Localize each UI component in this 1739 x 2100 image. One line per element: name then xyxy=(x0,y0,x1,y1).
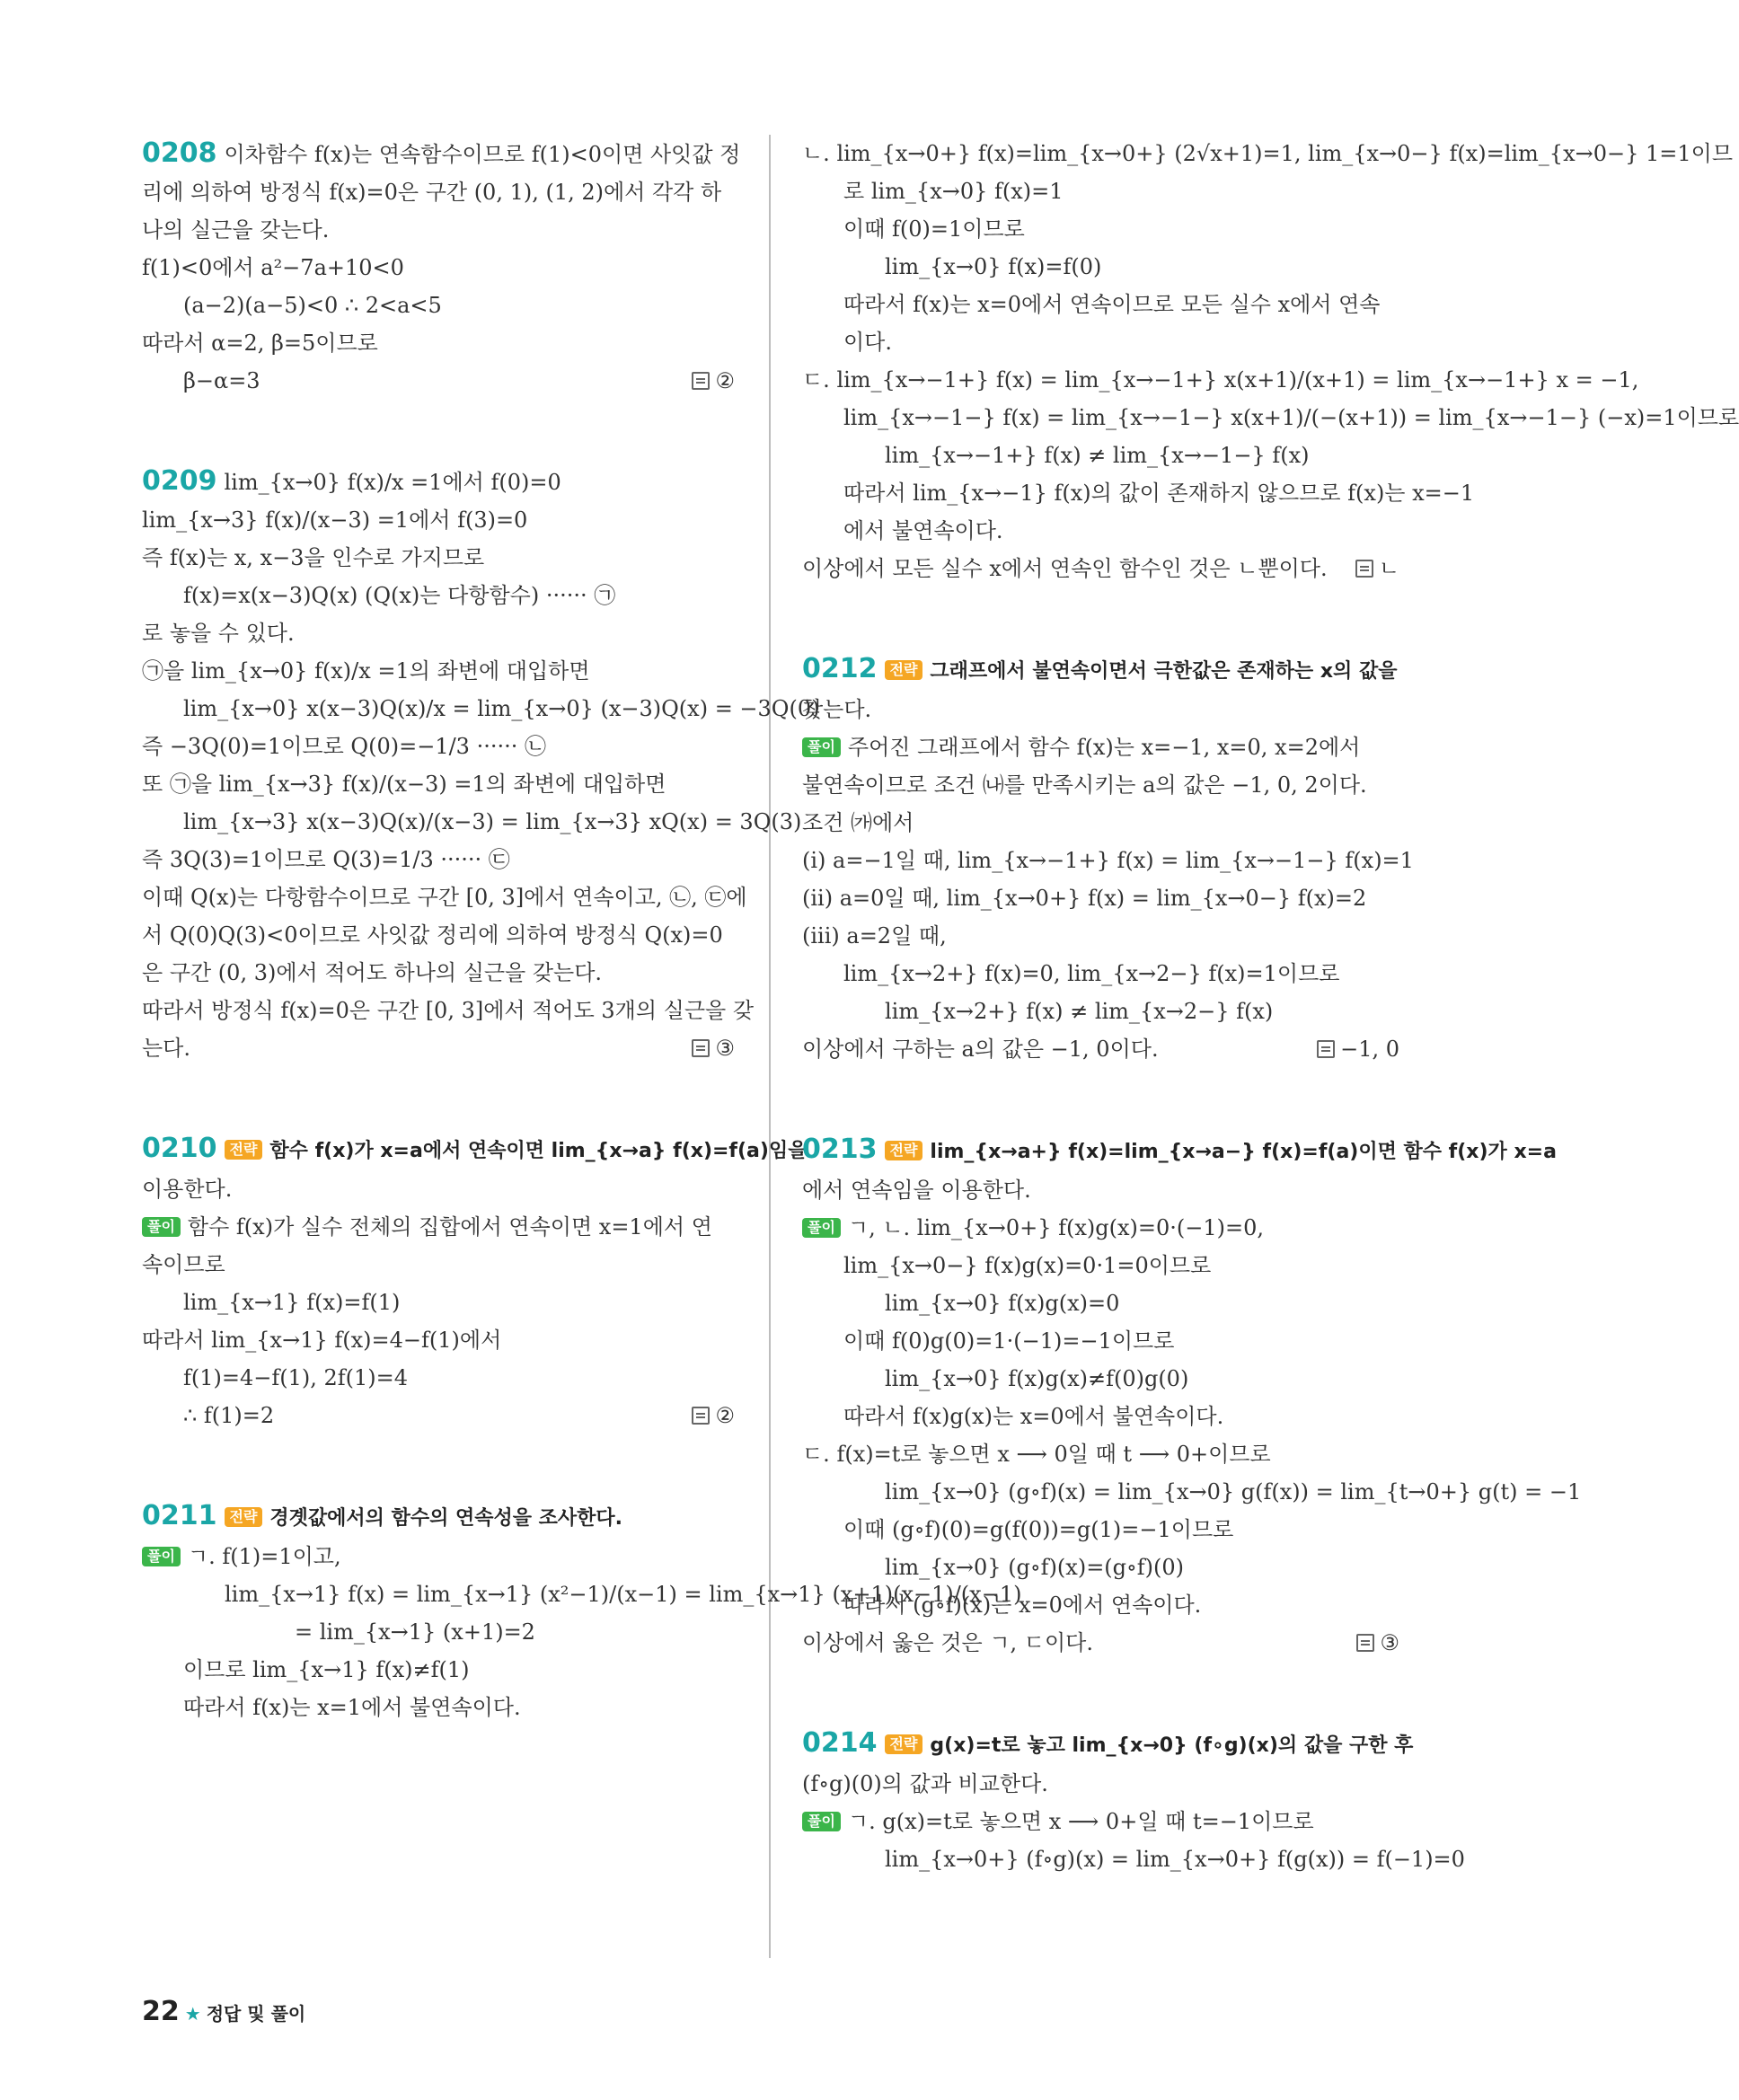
line-text: ㄷ. lim_{x→−1+} f(x) = lim_{x→−1+} x(x+1)/(x+1) = lim_{x→−1+} x = −1, xyxy=(802,367,1639,393)
text-line xyxy=(142,1321,735,1359)
text-line xyxy=(142,324,735,362)
line-text: 따라서 lim_{x→−1} f(x)의 값이 존재하지 않으므로 f(x)는 x=−1 xyxy=(843,481,1475,506)
answer-mark xyxy=(692,1397,735,1434)
line-text: lim_{x→3} f(x)/(x−3) =1에서 f(3)=0 xyxy=(142,507,528,533)
text-line xyxy=(142,1170,735,1208)
line-text: lim_{x→1} f(x)=f(1) xyxy=(183,1290,401,1315)
text-line xyxy=(142,1246,735,1284)
answer-icon xyxy=(692,1407,710,1425)
line-text: 따라서 f(x)는 x=0에서 연속이므로 모든 실수 x에서 연속 xyxy=(843,292,1381,317)
line-text: (iii) a=2일 때, xyxy=(802,923,947,949)
line-text: 즉 3Q(3)=1이므로 Q(3)=1/3 ······ ㉢ xyxy=(142,847,510,872)
answer-value: −1, 0 xyxy=(1340,1037,1399,1062)
text-line xyxy=(802,210,1399,248)
line-text: lim_{x→0+} (f∘g)(x) = lim_{x→0+} f(g(x)) = f(−1)=0 xyxy=(885,1847,1465,1872)
line-text: lim_{x→0} f(x)g(x)≠f(0)g(0) xyxy=(885,1366,1189,1391)
line-text: 불연속이므로 조건 ㈏를 만족시키는 a의 값은 −1, 0, 2이다. xyxy=(802,772,1367,798)
text-line xyxy=(802,1284,1399,1322)
page-number: 22 xyxy=(142,1996,180,2027)
line-text: 이상에서 모든 실수 x에서 연속인 함수인 것은 ㄴ뿐이다. xyxy=(802,556,1328,581)
text-line xyxy=(142,992,755,1029)
text-line xyxy=(142,1613,735,1651)
text-line xyxy=(142,1538,735,1575)
text-line xyxy=(142,1575,1022,1613)
line-text: 이때 f(0)g(0)=1·(−1)=−1이므로 xyxy=(843,1328,1175,1354)
line-text: lim_{x→−1+} f(x) ≠ lim_{x→−1−} f(x) xyxy=(885,443,1310,468)
answer-icon xyxy=(692,1039,710,1057)
text-line xyxy=(142,1130,808,1170)
text-line xyxy=(142,287,735,324)
text-line xyxy=(802,172,1399,210)
line-text: lim_{x→0} f(x)/x =1에서 f(0)=0 xyxy=(224,470,561,495)
text-line xyxy=(142,362,735,400)
line-text: f(1)<0에서 a²−7a+10<0 xyxy=(142,255,404,280)
right-column xyxy=(802,135,1739,1878)
section-gap xyxy=(142,1434,735,1497)
line-text: 은 구간 (0, 3)에서 적어도 하나의 실근을 갖는다. xyxy=(142,960,603,985)
line-text: ㄱ, ㄴ. lim_{x→0+} f(x)g(x)=0·(−1)=0, xyxy=(847,1215,1264,1240)
section-gap xyxy=(142,1067,735,1130)
solution-badge: 풀이 xyxy=(142,1547,181,1566)
solution-badge: 풀이 xyxy=(142,1217,181,1237)
text-line xyxy=(142,878,747,916)
line-text: 로 lim_{x→0} f(x)=1 xyxy=(843,179,1064,204)
answer-value: ③ xyxy=(715,1036,735,1061)
text-line xyxy=(142,1689,735,1726)
problem-number: 0212 xyxy=(802,653,878,684)
line-text: 따라서 α=2, β=5이므로 xyxy=(142,331,378,356)
line-text: 경곗값에서의 함수의 연속성을 조사한다. xyxy=(269,1507,623,1530)
line-text: ㄱ. g(x)=t로 놓으면 x ⟶ 0+일 때 t=−1이므로 xyxy=(847,1809,1314,1834)
text-line xyxy=(142,690,820,728)
text-line xyxy=(802,993,1399,1030)
line-text: 이상에서 구하는 a의 값은 −1, 0이다. xyxy=(802,1037,1159,1062)
text-line xyxy=(142,577,735,614)
strategy-badge: 전략 xyxy=(225,1140,263,1160)
text-line xyxy=(802,474,1475,512)
line-text: 리에 의하여 방정식 f(x)=0은 구간 (0, 1), (1, 2)에서 각각 하 xyxy=(142,180,722,205)
answer-icon xyxy=(1356,1634,1374,1652)
text-line xyxy=(802,1030,1399,1068)
text-line xyxy=(802,1247,1399,1284)
text-line xyxy=(802,1322,1399,1360)
line-text: ㄱ. f(1)=1이고, xyxy=(187,1544,341,1569)
line-text: 이때 f(0)=1이므로 xyxy=(843,216,1025,242)
text-line xyxy=(802,1511,1399,1549)
text-line xyxy=(142,249,735,287)
section-gap xyxy=(802,1068,1399,1131)
problem-number: 0208 xyxy=(142,137,217,169)
text-line xyxy=(802,135,1734,172)
text-line xyxy=(142,1284,735,1321)
answer-mark xyxy=(1317,1030,1399,1068)
line-text: lim_{x→−1−} f(x) = lim_{x→−1−} x(x+1)/(−(x+1)) = lim_{x→−1−} (−x)=1이므로 xyxy=(843,405,1739,430)
text-line xyxy=(802,1803,1399,1840)
text-line xyxy=(142,463,735,501)
text-line xyxy=(802,728,1399,766)
text-line xyxy=(802,1725,1414,1765)
text-line xyxy=(802,1209,1399,1247)
line-text: 주어진 그래프에서 함수 f(x)는 x=−1, x=0, x=2에서 xyxy=(847,735,1361,760)
text-line xyxy=(802,550,1399,587)
text-line xyxy=(802,1549,1399,1586)
line-text: f(x)=x(x−3)Q(x) (Q(x)는 다항함수) ······ ㉠ xyxy=(183,583,616,608)
line-text: 조건 ㈎에서 xyxy=(802,810,914,835)
text-line xyxy=(802,691,1399,728)
line-text: lim_{x→0} f(x)g(x)=0 xyxy=(885,1291,1120,1316)
line-text: 이차함수 f(x)는 연속함수이므로 f(1)<0이면 사잇값 정 xyxy=(224,142,741,167)
text-line xyxy=(802,399,1739,437)
line-text: lim_{x→2+} f(x)=0, lim_{x→2−} f(x)=1이므로 xyxy=(843,961,1340,986)
text-line xyxy=(802,1586,1399,1624)
line-text: 에서 연속임을 이용한다. xyxy=(802,1178,1031,1203)
line-text: 즉 −3Q(0)=1이므로 Q(0)=−1/3 ······ ㉡ xyxy=(142,734,546,759)
text-line xyxy=(142,1208,735,1246)
problem-number: 0211 xyxy=(142,1500,217,1531)
answer-value: ③ xyxy=(1380,1630,1399,1655)
text-line xyxy=(802,917,1399,955)
strategy-badge: 전략 xyxy=(225,1507,263,1527)
star-icon: ★ xyxy=(184,2003,201,2025)
line-text: 서 Q(0)Q(3)<0이므로 사잇값 정리에 의하여 방정식 Q(x)=0 xyxy=(142,922,723,948)
text-line xyxy=(802,955,1399,993)
line-text: 따라서 lim_{x→1} f(x)=4−f(1)에서 xyxy=(142,1328,502,1353)
line-text: lim_{x→0} x(x−3)Q(x)/x = lim_{x→0} (x−3)Q(x) = −3Q(0) xyxy=(183,696,820,721)
answer-mark xyxy=(692,362,735,400)
page-footer xyxy=(142,1996,305,2027)
column-divider xyxy=(769,135,771,1958)
line-text: 찾는다. xyxy=(802,697,872,722)
line-text: 나의 실근을 갖는다. xyxy=(142,217,330,243)
strategy-badge: 전략 xyxy=(885,1734,923,1754)
line-text: 이므로 lim_{x→1} f(x)≠f(1) xyxy=(183,1657,470,1682)
section-gap xyxy=(142,400,735,463)
line-text: 이상에서 옳은 것은 ㄱ, ㄷ이다. xyxy=(802,1630,1093,1655)
text-line xyxy=(802,1473,1582,1511)
line-text: = lim_{x→1} (x+1)=2 xyxy=(295,1619,535,1645)
line-text: 이때 (g∘f)(0)=g(f(0))=g(1)=−1이므로 xyxy=(843,1517,1234,1542)
answer-value: ② xyxy=(715,368,735,393)
text-line xyxy=(802,1360,1399,1398)
text-line xyxy=(142,954,735,992)
line-text: lim_{x→1} f(x) = lim_{x→1} (x²−1)/(x−1) = lim_{x→1} (x+1)(x−1)/(x−1) xyxy=(225,1582,1022,1607)
line-text: 함수 f(x)가 실수 전체의 집합에서 연속이면 x=1에서 연 xyxy=(187,1214,712,1240)
line-text: ㉠을 lim_{x→0} f(x)/x =1의 좌변에 대입하면 xyxy=(142,658,590,684)
line-text: (i) a=−1일 때, lim_{x→−1+} f(x) = lim_{x→−1−} f(x)=1 xyxy=(802,848,1414,873)
text-line xyxy=(802,766,1399,804)
line-text: f(1)=4−f(1), 2f(1)=4 xyxy=(183,1365,409,1390)
text-line xyxy=(142,916,735,954)
line-text: ∴ f(1)=2 xyxy=(183,1403,275,1428)
strategy-badge: 전략 xyxy=(885,660,923,680)
line-text: 속이므로 xyxy=(142,1252,225,1277)
line-text: (f∘g)(0)의 값과 비교한다. xyxy=(802,1771,1048,1796)
line-text: 이용한다. xyxy=(142,1177,233,1202)
text-line xyxy=(142,1029,735,1067)
line-text: lim_{x→0} (g∘f)(x)=(g∘f)(0) xyxy=(885,1555,1185,1580)
line-text: lim_{x→3} x(x−3)Q(x)/(x−3) = lim_{x→3} xQ(x) = 3Q(3) xyxy=(183,809,802,834)
solution-badge: 풀이 xyxy=(802,1218,841,1238)
answer-icon xyxy=(692,372,710,390)
line-text: ㄴ. lim_{x→0+} f(x)=lim_{x→0+} (2√x+1)=1, lim_{x→0−} f(x)=lim_{x→0−} 1=1이므 xyxy=(802,141,1734,166)
line-text: g(x)=t로 놓고 lim_{x→0} (f∘g)(x)의 값을 구한 후 xyxy=(930,1734,1414,1757)
text-line xyxy=(802,879,1399,917)
solution-badge: 풀이 xyxy=(802,737,841,757)
line-text: 따라서 f(x)g(x)는 x=0에서 불연속이다. xyxy=(843,1404,1224,1429)
line-text: 이때 Q(x)는 다항함수이므로 구간 [0, 3]에서 연속이고, ㉡, ㉢에 xyxy=(142,885,747,910)
answer-mark xyxy=(1355,550,1399,587)
line-text: 이다. xyxy=(843,330,892,355)
line-text: lim_{x→0−} f(x)g(x)=0·1=0이므로 xyxy=(843,1253,1212,1278)
line-text: β−α=3 xyxy=(183,368,260,393)
text-line xyxy=(802,361,1639,399)
section-gap xyxy=(802,587,1399,650)
answer-icon xyxy=(1355,560,1373,578)
text-line xyxy=(802,248,1399,286)
answer-value: ② xyxy=(715,1403,735,1428)
line-text: lim_{x→0} (g∘f)(x) = lim_{x→0} g(f(x)) = lim_{t→0+} g(t) = −1 xyxy=(885,1479,1582,1504)
section-gap xyxy=(802,1662,1399,1725)
answer-value: ㄴ xyxy=(1378,556,1399,581)
text-line xyxy=(142,1651,735,1689)
line-text: 함수 f(x)가 x=a에서 연속이면 lim_{x→a} f(x)=f(a)임을 xyxy=(269,1140,808,1162)
problem-number: 0210 xyxy=(142,1133,217,1164)
text-line xyxy=(142,652,735,690)
text-line xyxy=(142,135,741,173)
text-line xyxy=(142,841,735,878)
text-line xyxy=(142,539,735,577)
line-text: (a−2)(a−5)<0 ∴ 2<a<5 xyxy=(183,293,442,318)
problem-number: 0209 xyxy=(142,465,217,497)
text-line xyxy=(142,765,735,803)
text-line xyxy=(802,650,1399,691)
line-text: (ii) a=0일 때, lim_{x→0+} f(x) = lim_{x→0−} f(x)=2 xyxy=(802,886,1367,911)
line-text: lim_{x→0} f(x)=f(0) xyxy=(885,254,1102,279)
footer-title: 정답 및 풀이 xyxy=(206,2003,306,2025)
text-line xyxy=(802,804,1399,842)
solution-badge: 풀이 xyxy=(802,1812,841,1831)
line-text: lim_{x→a+} f(x)=lim_{x→a−} f(x)=f(a)이면 함수 f(x)가 x=a xyxy=(930,1141,1557,1163)
text-line xyxy=(802,1435,1399,1473)
text-line xyxy=(142,1359,735,1397)
text-line xyxy=(802,1131,1557,1171)
line-text: 즉 f(x)는 x, x−3을 인수로 가지므로 xyxy=(142,545,485,570)
line-text: 는다. xyxy=(142,1036,190,1061)
line-text: lim_{x→2+} f(x) ≠ lim_{x→2−} f(x) xyxy=(885,999,1274,1024)
problem-number: 0214 xyxy=(802,1727,878,1759)
text-line xyxy=(802,286,1399,323)
answer-mark xyxy=(1356,1624,1399,1662)
answer-icon xyxy=(1317,1040,1335,1058)
text-line xyxy=(802,1624,1399,1662)
text-line xyxy=(142,728,735,765)
answer-mark xyxy=(692,1029,735,1067)
line-text: 따라서 f(x)는 x=1에서 불연속이다. xyxy=(183,1695,521,1720)
text-line xyxy=(142,614,735,652)
text-line xyxy=(142,1497,735,1538)
text-line xyxy=(142,803,802,841)
line-text: 또 ㉠을 lim_{x→3} f(x)/(x−3) =1의 좌변에 대입하면 xyxy=(142,772,666,797)
text-line xyxy=(802,842,1414,879)
problem-number: 0213 xyxy=(802,1134,878,1165)
line-text: 그래프에서 불연속이면서 극한값은 존재하는 x의 값을 xyxy=(930,660,1398,683)
line-text: 따라서 (g∘f)(x)는 x=0에서 연속이다. xyxy=(843,1593,1202,1618)
line-text: 에서 불연속이다. xyxy=(843,518,1003,543)
text-line xyxy=(142,173,735,211)
line-text: 따라서 방정식 f(x)=0은 구간 [0, 3]에서 적어도 3개의 실근을 갖 xyxy=(142,998,755,1023)
strategy-badge: 전략 xyxy=(885,1141,923,1160)
text-line xyxy=(802,1398,1399,1435)
text-line xyxy=(142,1397,735,1434)
line-text: 로 놓을 수 있다. xyxy=(142,621,295,646)
text-line xyxy=(802,437,1399,474)
text-line xyxy=(802,1840,1465,1878)
text-line xyxy=(142,211,735,249)
text-line xyxy=(802,1171,1399,1209)
line-text: ㄷ. f(x)=t로 놓으면 x ⟶ 0일 때 t ⟶ 0+이므로 xyxy=(802,1442,1271,1467)
text-line xyxy=(142,501,735,539)
text-line xyxy=(802,512,1399,550)
text-line xyxy=(802,1765,1399,1803)
text-line xyxy=(802,323,1399,361)
